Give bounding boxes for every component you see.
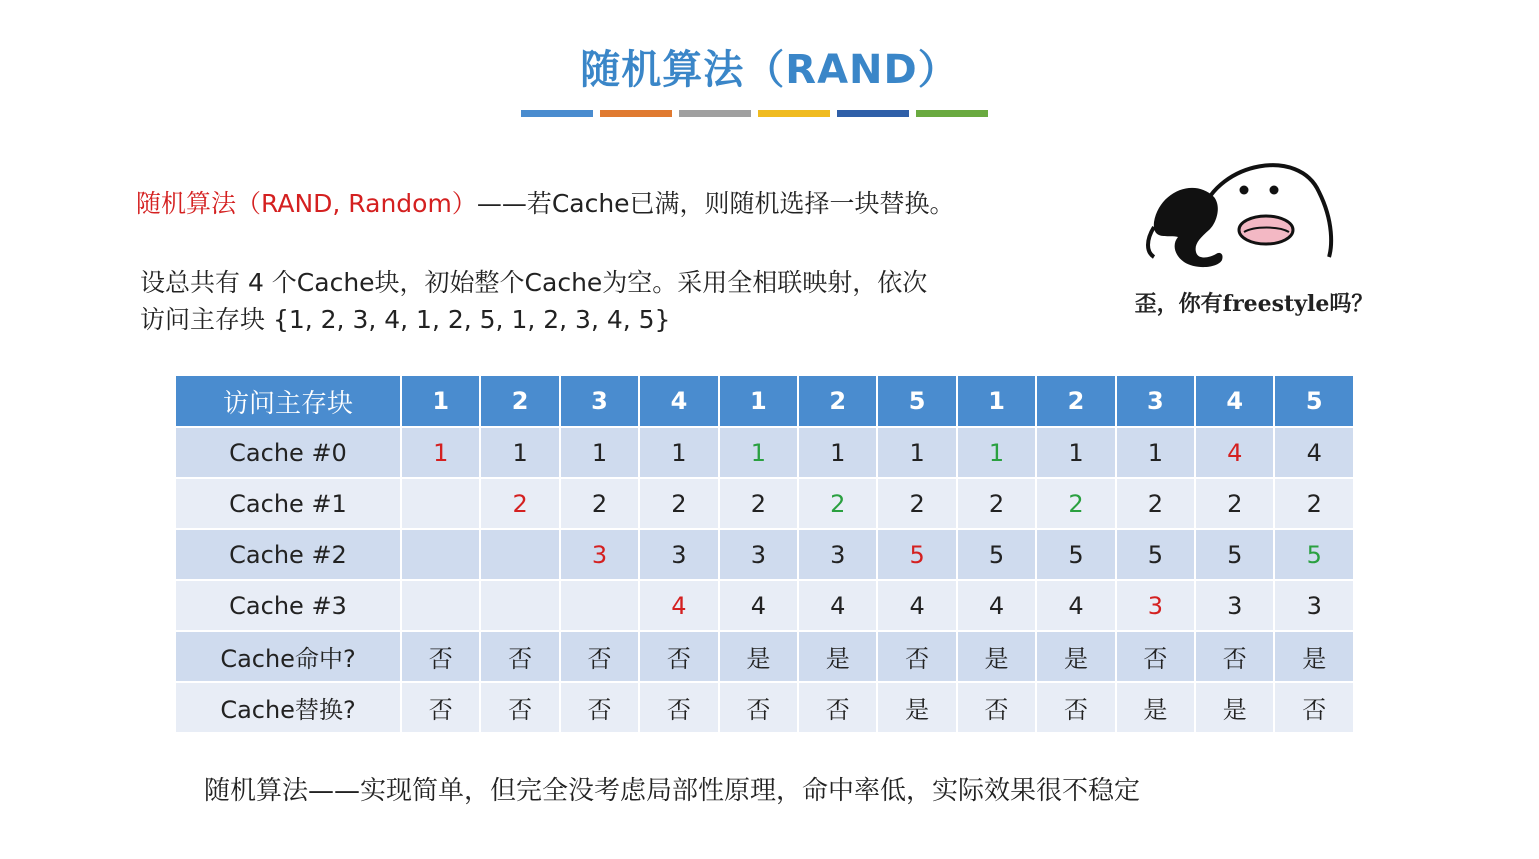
- table-cell: 1: [877, 427, 956, 478]
- meme-caption: 歪，你有freestyle吗？: [1134, 291, 1374, 317]
- color-bar-segment: [916, 110, 988, 117]
- table-cell: 5: [1116, 529, 1195, 580]
- table-cell: 否: [401, 682, 480, 733]
- table-cell: 1: [798, 427, 877, 478]
- title-color-bar: [521, 110, 995, 117]
- header-access-10: 3: [1116, 375, 1195, 427]
- color-bar-segment: [679, 110, 751, 117]
- header-access-5: 1: [719, 375, 798, 427]
- table-cell: 2: [1036, 478, 1115, 529]
- table-cell: 是: [798, 631, 877, 682]
- intro-term: 随机算法（RAND, Random）: [136, 189, 477, 218]
- table-cell: 2: [1116, 478, 1195, 529]
- table-cell: 4: [957, 580, 1036, 631]
- table-cell: [401, 478, 480, 529]
- table-cell: 否: [401, 631, 480, 682]
- setup-line-2: 访问主存块 {1, 2, 3, 4, 1, 2, 5, 1, 2, 3, 4, 5}: [140, 305, 671, 334]
- table-cell: 3: [1195, 580, 1274, 631]
- table-cell: 5: [1036, 529, 1115, 580]
- table-cell: 4: [1195, 427, 1274, 478]
- header-access-label: 访问主存块: [175, 375, 401, 427]
- table-cell: 否: [480, 682, 559, 733]
- table-cell: 否: [639, 682, 718, 733]
- table-cell: 3: [719, 529, 798, 580]
- intro-description: ——若Cache已满，则随机选择一块替换。: [476, 189, 955, 218]
- intro-definition: [136, 184, 955, 220]
- table-cell: 否: [639, 631, 718, 682]
- table-cell: 2: [719, 478, 798, 529]
- header-access-11: 4: [1195, 375, 1274, 427]
- table-cell: 5: [957, 529, 1036, 580]
- table-cell: 4: [1274, 427, 1354, 478]
- table-cell: 是: [719, 631, 798, 682]
- table-cell: 3: [798, 529, 877, 580]
- table-cell: 是: [1036, 631, 1115, 682]
- row-label: Cache #1: [175, 478, 401, 529]
- problem-setup: [140, 264, 927, 338]
- table-cell: 1: [639, 427, 718, 478]
- table-cell: 2: [639, 478, 718, 529]
- header-access-8: 1: [957, 375, 1036, 427]
- table-cell: 3: [639, 529, 718, 580]
- color-bar-segment: [521, 110, 593, 117]
- table-header-row: [175, 375, 1354, 427]
- table-row: [175, 631, 1354, 682]
- table-cell: 4: [1036, 580, 1115, 631]
- table-cell: 1: [560, 427, 639, 478]
- table-cell: 3: [1116, 580, 1195, 631]
- color-bar-segment: [758, 110, 830, 117]
- header-access-6: 2: [798, 375, 877, 427]
- row-label: Cache #3: [175, 580, 401, 631]
- table-cell: 否: [1274, 682, 1354, 733]
- table-cell: 1: [719, 427, 798, 478]
- table-cell: 否: [798, 682, 877, 733]
- table-row: [175, 682, 1354, 733]
- table-cell: 4: [798, 580, 877, 631]
- table-cell: 否: [480, 631, 559, 682]
- table-cell: 1: [401, 427, 480, 478]
- page-title: 随机算法（RAND）: [580, 47, 959, 93]
- table-cell: 2: [798, 478, 877, 529]
- table-cell: 否: [560, 631, 639, 682]
- color-bar-segment: [600, 110, 672, 117]
- header-access-4: 4: [639, 375, 718, 427]
- table-cell: 1: [1036, 427, 1115, 478]
- table-cell: [480, 529, 559, 580]
- color-bar-segment: [837, 110, 909, 117]
- table-cell: 4: [877, 580, 956, 631]
- table-cell: [401, 529, 480, 580]
- table-cell: 否: [1036, 682, 1115, 733]
- table-cell: 是: [1274, 631, 1354, 682]
- table-cell: 否: [1116, 631, 1195, 682]
- table-cell: [480, 580, 559, 631]
- table-cell: 5: [1195, 529, 1274, 580]
- header-access-1: 1: [401, 375, 480, 427]
- table-cell: 否: [719, 682, 798, 733]
- table-cell: 2: [560, 478, 639, 529]
- table-cell: 否: [560, 682, 639, 733]
- table-cell: 2: [957, 478, 1036, 529]
- table-cell: 1: [1116, 427, 1195, 478]
- table-row: [175, 427, 1354, 478]
- table-cell: 否: [957, 682, 1036, 733]
- table-cell: 1: [957, 427, 1036, 478]
- table-cell: 是: [1195, 682, 1274, 733]
- table-cell: 3: [560, 529, 639, 580]
- table-cell: 2: [1195, 478, 1274, 529]
- table-cell: 5: [877, 529, 956, 580]
- table-cell: 否: [1195, 631, 1274, 682]
- table-cell: 否: [877, 631, 956, 682]
- table-cell: 2: [877, 478, 956, 529]
- table-cell: 5: [1274, 529, 1354, 580]
- table-cell: 4: [719, 580, 798, 631]
- table-cell: 3: [1274, 580, 1354, 631]
- conclusion-text: 随机算法——实现简单，但完全没考虑局部性原理，命中率低，实际效果很不稳定: [204, 776, 1141, 806]
- header-access-9: 2: [1036, 375, 1115, 427]
- header-access-12: 5: [1274, 375, 1354, 427]
- table-cell: 是: [957, 631, 1036, 682]
- row-label: Cache命中?: [175, 631, 401, 682]
- cache-replacement-table: [174, 374, 1355, 734]
- table-cell: [401, 580, 480, 631]
- header-access-3: 3: [560, 375, 639, 427]
- table-row: [175, 529, 1354, 580]
- row-label: Cache #2: [175, 529, 401, 580]
- table-cell: 4: [639, 580, 718, 631]
- table-cell: 是: [1116, 682, 1195, 733]
- table-cell: 2: [1274, 478, 1354, 529]
- row-label: Cache替换?: [175, 682, 401, 733]
- table-row: [175, 580, 1354, 631]
- table-cell: 是: [877, 682, 956, 733]
- table-row: [175, 478, 1354, 529]
- header-access-2: 2: [480, 375, 559, 427]
- setup-line-1: 设总共有 4 个Cache块，初始整个Cache为空。采用全相联映射，依次: [140, 268, 928, 297]
- row-label: Cache #0: [175, 427, 401, 478]
- table-cell: [560, 580, 639, 631]
- table-cell: 1: [480, 427, 559, 478]
- table-cell: 2: [480, 478, 559, 529]
- header-access-7: 5: [877, 375, 956, 427]
